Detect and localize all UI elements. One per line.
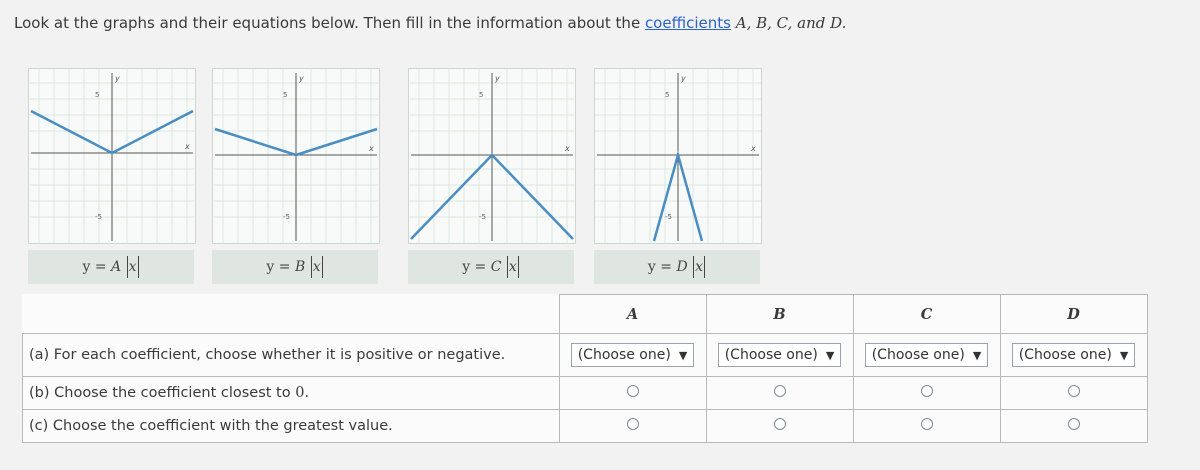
closest-zero-radio-b[interactable]	[774, 385, 786, 397]
coef-d: D	[676, 259, 688, 275]
row-b-number: 0.	[295, 385, 310, 401]
equation-prefix: y =	[647, 259, 673, 275]
equation-x: x	[508, 259, 517, 275]
chevron-down-icon: ▼	[825, 349, 835, 362]
graph-c-tick-5: 5	[479, 91, 484, 99]
coef-c: C	[490, 259, 502, 275]
equation-d	[594, 250, 760, 284]
select-value: (Choose one)	[871, 347, 965, 363]
sign-select-d[interactable]	[1012, 343, 1136, 367]
cell-d-sign	[1000, 334, 1147, 377]
graph-c-plot	[408, 68, 576, 244]
equation-c	[408, 250, 574, 284]
graph-d-y-label: y	[681, 74, 686, 83]
equation-x: x	[695, 259, 704, 275]
equation-x: x	[312, 259, 321, 275]
graph-a-tick-5: 5	[95, 91, 100, 99]
graph-card-c	[408, 68, 574, 286]
coef-a: A	[111, 259, 122, 275]
greatest-radio-d[interactable]	[1068, 418, 1080, 430]
answers-table	[22, 294, 1148, 443]
select-value: (Choose one)	[724, 347, 818, 363]
greatest-radio-b[interactable]	[774, 418, 786, 430]
header-d: D	[1000, 295, 1147, 334]
graph-d-tick-neg5: -5	[665, 213, 672, 221]
chevron-down-icon: ▼	[1119, 349, 1129, 362]
sign-select-b[interactable]	[718, 343, 842, 367]
graph-b-plot	[212, 68, 380, 244]
select-value: (Choose one)	[1018, 347, 1112, 363]
graph-b-tick-5: 5	[283, 91, 288, 99]
equation-prefix: y =	[462, 259, 487, 275]
graph-b-tick-neg5: -5	[283, 213, 290, 221]
graph-card-a	[28, 68, 194, 286]
equation-b	[212, 250, 378, 284]
chevron-down-icon: ▼	[678, 349, 688, 362]
row-b-question	[23, 377, 560, 410]
graph-card-b	[212, 68, 378, 286]
equation-x: x	[128, 259, 137, 275]
graph-c-tick-neg5: -5	[479, 213, 486, 221]
instructions-text: Look at the graphs and their equations below. Then fill in the information about the	[14, 14, 645, 32]
row-c-question: (c) Choose the coefficient with the greatest value.	[23, 410, 560, 443]
closest-zero-radio-d[interactable]	[1068, 385, 1080, 397]
instructions-variables: A, B, C, and D.	[735, 14, 847, 32]
graph-a-x-label: x	[185, 142, 190, 151]
graph-b-x-label: x	[369, 144, 374, 153]
graph-c-y-label: y	[495, 74, 500, 83]
graph-a-tick-neg5: -5	[95, 213, 102, 221]
sign-select-c[interactable]	[865, 343, 989, 367]
chevron-down-icon: ▼	[972, 349, 982, 362]
closest-zero-radio-a[interactable]	[627, 385, 639, 397]
coef-b: B	[294, 259, 306, 275]
graph-c-x-label: x	[565, 144, 570, 153]
equation-a	[28, 250, 194, 284]
cell-a-sign	[559, 334, 706, 377]
graph-d-tick-5: 5	[665, 91, 670, 99]
cell-b-sign	[706, 334, 853, 377]
row-b-text: (b) Choose the coefficient closest to	[29, 385, 296, 401]
equation-prefix: y =	[82, 259, 107, 275]
cell-c-sign	[853, 334, 1000, 377]
row-a-question: (a) For each coefficient, choose whether it is positive or negative.	[23, 334, 560, 377]
header-empty	[23, 295, 560, 334]
instructions	[14, 14, 846, 32]
graph-d-plot	[594, 68, 762, 244]
equation-prefix: y =	[266, 259, 291, 275]
graph-a-y-label: y	[115, 74, 120, 83]
select-value: (Choose one)	[577, 347, 671, 363]
greatest-radio-c[interactable]	[921, 418, 933, 430]
header-a: A	[559, 295, 706, 334]
graph-card-d	[594, 68, 760, 286]
graph-a-plot	[28, 68, 196, 244]
sign-select-a[interactable]	[571, 343, 695, 367]
coefficients-link[interactable]: coefficients	[644, 14, 731, 32]
header-c: C	[853, 295, 1000, 334]
graph-d-x-label: x	[751, 144, 756, 153]
closest-zero-radio-c[interactable]	[921, 385, 933, 397]
graph-b-y-label: y	[299, 74, 304, 83]
header-b: B	[706, 295, 853, 334]
greatest-radio-a[interactable]	[627, 418, 639, 430]
